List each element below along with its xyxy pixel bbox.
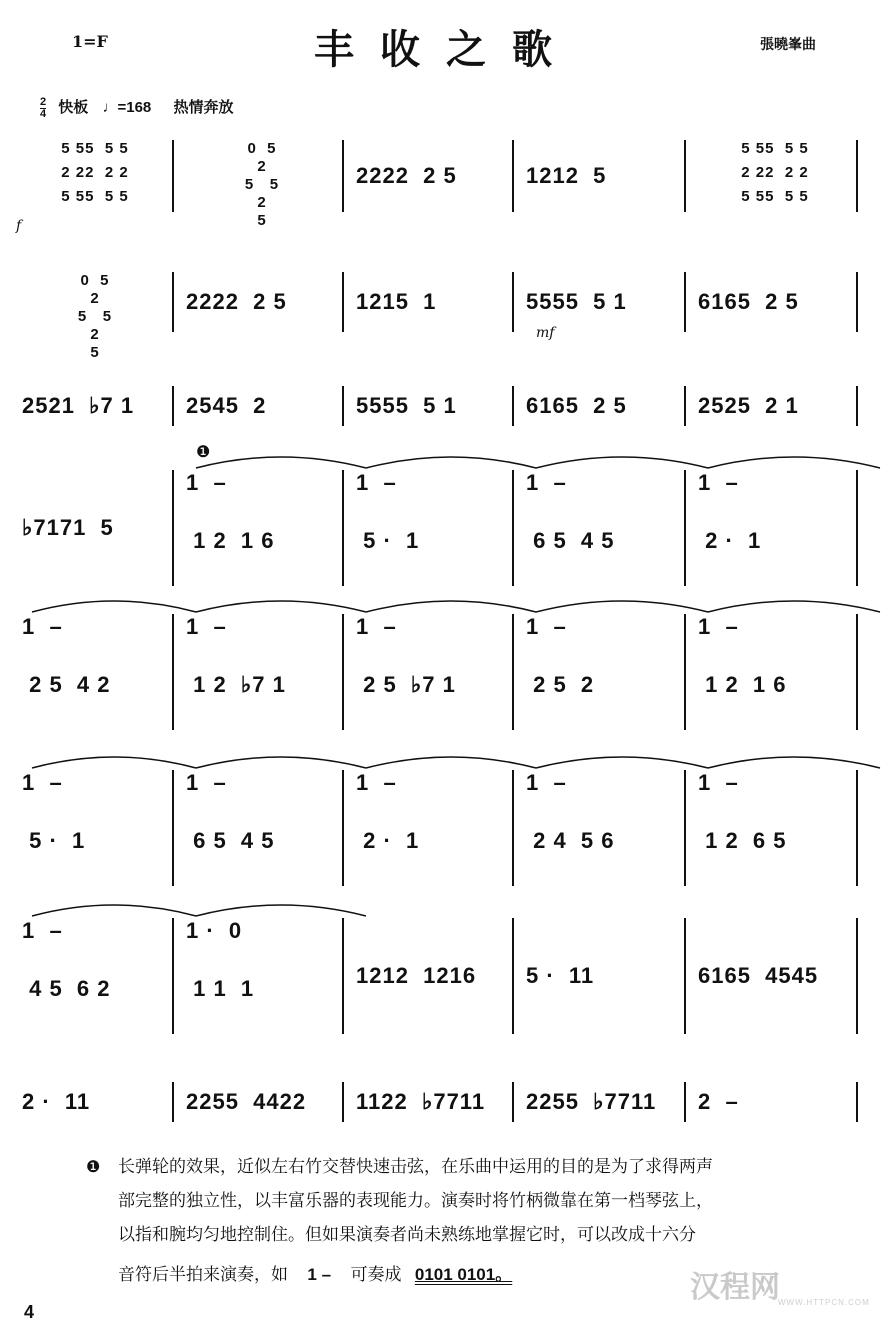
measure-notes: 1 – bbox=[22, 614, 70, 639]
dynamic-forte: f bbox=[16, 218, 22, 234]
barline bbox=[512, 770, 514, 886]
measure bbox=[22, 386, 168, 426]
barline bbox=[512, 386, 514, 426]
barline bbox=[684, 140, 686, 212]
barline bbox=[856, 386, 858, 426]
measure-notes: 5 · 1 bbox=[356, 528, 420, 553]
tie-arc bbox=[32, 601, 196, 612]
measure-notes: 2222 2 5 bbox=[356, 163, 457, 188]
measure-notes: 1215 1 bbox=[356, 289, 437, 314]
measure-notes: 5 5 bbox=[244, 176, 280, 193]
measure bbox=[186, 272, 338, 332]
barline bbox=[172, 770, 174, 886]
footnote-line-1: 长弹轮的效果，近似左右竹交替快速击弦，在乐曲中运用的目的是为了求得两声 bbox=[118, 1157, 713, 1177]
footnote-ref-marker: ❶ bbox=[196, 444, 211, 461]
barline bbox=[172, 918, 174, 1034]
barline bbox=[172, 386, 174, 426]
measure bbox=[698, 1082, 852, 1122]
barline bbox=[172, 1082, 174, 1122]
measure-notes: ♭7171 5 bbox=[22, 515, 114, 540]
measure-notes: 1 – bbox=[186, 470, 234, 495]
measure bbox=[526, 470, 680, 586]
measure bbox=[698, 272, 852, 332]
barline bbox=[856, 470, 858, 586]
measure-notes: 1 1 1 bbox=[186, 976, 255, 1001]
footnote-line-3: 以指和腕均匀地控制住。但如果演奏者尚未熟练地掌握它时，可以改成十六分 bbox=[118, 1225, 696, 1245]
barline bbox=[684, 272, 686, 332]
measure bbox=[526, 770, 680, 886]
measure bbox=[22, 470, 168, 586]
barline bbox=[684, 614, 686, 730]
tie-arc bbox=[366, 457, 536, 468]
measure-notes: 2 · 1 bbox=[356, 828, 420, 853]
barline bbox=[684, 770, 686, 886]
measure bbox=[698, 470, 852, 586]
measure-notes: 5 55 5 5 bbox=[741, 140, 809, 157]
barline bbox=[172, 470, 174, 586]
measure bbox=[186, 386, 338, 426]
measure-notes: 1 – bbox=[22, 770, 70, 795]
measure-notes: 2521 ♭7 1 bbox=[22, 393, 135, 418]
footnote-line-4: 音符后半拍来演奏，如 1 – 可奏成 0101 0101。 bbox=[118, 1265, 513, 1285]
measure-notes: 1122 ♭7711 bbox=[356, 1089, 486, 1114]
barline bbox=[512, 1082, 514, 1122]
measure-notes: 6 5 4 5 bbox=[526, 528, 615, 553]
metronome-mark: ♩=168 bbox=[102, 99, 152, 116]
measure-notes: 2 bbox=[90, 326, 100, 343]
measure-notes: 5 55 5 5 bbox=[741, 188, 809, 205]
measure bbox=[526, 272, 680, 332]
measure-notes: 2222 2 5 bbox=[186, 289, 287, 314]
measure-notes: 5555 5 1 bbox=[356, 393, 457, 418]
measure-notes: 6165 4545 bbox=[698, 963, 819, 988]
tie-arc bbox=[366, 757, 536, 768]
barline bbox=[856, 614, 858, 730]
measure-notes: 2 4 5 6 bbox=[526, 828, 615, 853]
barline bbox=[342, 1082, 344, 1122]
barline bbox=[172, 614, 174, 730]
measure bbox=[22, 770, 168, 886]
watermark-url: WWW.HTTPCN.COM bbox=[778, 1298, 870, 1307]
barline bbox=[342, 918, 344, 1034]
measure-notes: 2 bbox=[257, 194, 267, 211]
barline bbox=[172, 272, 174, 332]
measure-notes: 1 – bbox=[526, 770, 574, 795]
measure-notes: 1 – bbox=[186, 770, 234, 795]
measure-notes: 1 – bbox=[356, 614, 404, 639]
measure bbox=[22, 614, 168, 730]
measure bbox=[526, 140, 680, 212]
footnote-example-rendition: 0101 0101。 bbox=[414, 1265, 513, 1284]
measure-notes: 2 · 1 bbox=[698, 528, 762, 553]
measure-notes: 1 – bbox=[526, 470, 574, 495]
measure-notes: 2 bbox=[257, 158, 267, 175]
measure-notes: 5 bbox=[90, 344, 100, 361]
measure bbox=[356, 614, 508, 730]
measure-notes: 1 – bbox=[526, 614, 574, 639]
measure-notes: 1 · 0 bbox=[186, 918, 250, 943]
barline bbox=[342, 770, 344, 886]
footnote-example-note: 1 – bbox=[307, 1265, 332, 1284]
measure-notes: 2255 ♭7711 bbox=[526, 1089, 657, 1114]
measure-notes: 1 – bbox=[22, 918, 70, 943]
measure-notes: 1 2 1 6 bbox=[186, 528, 275, 553]
composer-credit: 張曉峯曲 bbox=[760, 36, 816, 52]
measure-notes: 2 22 2 2 bbox=[61, 164, 129, 181]
measure bbox=[22, 1082, 168, 1122]
measure bbox=[526, 918, 680, 1034]
measure-notes: 4 5 6 2 bbox=[22, 976, 111, 1001]
tie-arcs bbox=[0, 892, 892, 922]
measure-notes: 1 – bbox=[186, 614, 234, 639]
measure-notes: 5 bbox=[257, 212, 267, 229]
measure bbox=[186, 770, 338, 886]
measure-notes: 5 · 1 bbox=[22, 828, 86, 853]
measure-notes: 2525 2 1 bbox=[698, 393, 799, 418]
measure-notes: 1212 1216 bbox=[356, 963, 477, 988]
measure-notes: 1 2 6 5 bbox=[698, 828, 787, 853]
measure-notes: 1 2 1 6 bbox=[698, 672, 787, 697]
measure-notes: 2 bbox=[90, 290, 100, 307]
tie-arcs bbox=[0, 588, 892, 618]
expression-mark: 热情奔放 bbox=[173, 99, 234, 116]
measure-notes: 1 – bbox=[698, 614, 746, 639]
measure bbox=[186, 918, 338, 1034]
tie-arc bbox=[708, 757, 880, 768]
footnote-line-2: 部完整的独立性，以丰富乐器的表现能力。演奏时将竹柄微靠在第一档琴弦上， bbox=[118, 1191, 713, 1211]
measure-notes: 5 55 5 5 bbox=[61, 140, 129, 157]
measure-notes: 5 55 5 5 bbox=[61, 188, 129, 205]
measure bbox=[356, 470, 508, 586]
measure bbox=[698, 918, 852, 1034]
barline bbox=[856, 1082, 858, 1122]
measure bbox=[186, 1082, 338, 1122]
measure bbox=[186, 140, 338, 229]
barline bbox=[684, 386, 686, 426]
tie-arcs bbox=[0, 444, 892, 474]
measure-notes: 1 – bbox=[356, 770, 404, 795]
barline bbox=[172, 140, 174, 212]
measure-notes: 2 5 2 bbox=[526, 672, 595, 697]
tie-arc bbox=[32, 757, 196, 768]
measure bbox=[526, 614, 680, 730]
barline bbox=[684, 918, 686, 1034]
measure bbox=[356, 918, 508, 1034]
tie-arc bbox=[708, 601, 880, 612]
tie-arc bbox=[196, 757, 366, 768]
tie-arc bbox=[196, 601, 366, 612]
dynamic-mezzoforte: mf bbox=[536, 325, 555, 341]
measure bbox=[356, 1082, 508, 1122]
barline bbox=[512, 272, 514, 332]
measure bbox=[698, 770, 852, 886]
tie-arc bbox=[536, 601, 708, 612]
measure bbox=[186, 470, 338, 586]
tempo-marking: 快板 bbox=[58, 99, 89, 116]
measure bbox=[526, 1082, 680, 1122]
measure bbox=[356, 140, 508, 212]
measure-notes: 6165 2 5 bbox=[526, 393, 627, 418]
measure bbox=[22, 272, 168, 361]
barline bbox=[512, 140, 514, 212]
measure-notes: 2255 4422 bbox=[186, 1089, 307, 1114]
tie-arc bbox=[32, 905, 196, 916]
measure-notes: 2 – bbox=[698, 1089, 739, 1114]
measure-notes: 5 · 11 bbox=[526, 963, 595, 988]
measure-notes: 1212 5 bbox=[526, 163, 607, 188]
measure bbox=[698, 614, 852, 730]
barline bbox=[342, 140, 344, 212]
tie-arcs bbox=[0, 744, 892, 774]
measure bbox=[186, 614, 338, 730]
measure-notes: 6165 2 5 bbox=[698, 289, 799, 314]
song-title: 丰收之歌 bbox=[314, 26, 578, 73]
measure-notes: 1 – bbox=[356, 470, 404, 495]
measure-notes: 2 5 4 2 bbox=[22, 672, 111, 697]
measure-notes: 2 · 11 bbox=[22, 1089, 91, 1114]
measure bbox=[22, 918, 168, 1034]
measure-notes: 1 – bbox=[698, 470, 746, 495]
measure-notes: 0 5 bbox=[247, 140, 277, 157]
tie-arc bbox=[196, 905, 366, 916]
measure bbox=[526, 386, 680, 426]
barline bbox=[342, 386, 344, 426]
barline bbox=[856, 918, 858, 1034]
barline bbox=[512, 470, 514, 586]
measure-notes: 6 5 4 5 bbox=[186, 828, 275, 853]
measure-notes: 5 5 bbox=[77, 308, 113, 325]
time-signature: $\frac{2}{4}$ bbox=[40, 95, 47, 120]
barline bbox=[512, 918, 514, 1034]
measure-notes: 1 2 ♭7 1 bbox=[186, 672, 286, 697]
barline bbox=[342, 470, 344, 586]
tie-arc bbox=[366, 601, 536, 612]
tie-arc bbox=[536, 757, 708, 768]
measure bbox=[356, 386, 508, 426]
barline bbox=[512, 614, 514, 730]
barline bbox=[342, 272, 344, 332]
footnote-marker: ❶ bbox=[86, 1159, 101, 1176]
measure bbox=[698, 386, 852, 426]
barline bbox=[342, 614, 344, 730]
measure bbox=[356, 770, 508, 886]
measure-notes: 2 22 2 2 bbox=[741, 164, 809, 181]
measure bbox=[356, 272, 508, 332]
measure bbox=[698, 140, 852, 212]
tie-arc bbox=[536, 457, 708, 468]
measure-notes: 5555 5 1 bbox=[526, 289, 627, 314]
barline bbox=[684, 470, 686, 586]
barline bbox=[856, 272, 858, 332]
page-number: 4 bbox=[24, 1302, 35, 1322]
measure-notes: 1 – bbox=[698, 770, 746, 795]
barline bbox=[856, 770, 858, 886]
measure-notes: 2 5 ♭7 1 bbox=[356, 672, 456, 697]
watermark-logo: 汉程网 bbox=[690, 1270, 780, 1305]
measure-notes: 0 5 bbox=[80, 272, 110, 289]
tie-arc bbox=[196, 457, 366, 468]
key-signature: 1=F bbox=[72, 32, 108, 51]
measure-notes: 2545 2 bbox=[186, 393, 267, 418]
barline bbox=[684, 1082, 686, 1122]
measure bbox=[22, 140, 168, 212]
barline bbox=[856, 140, 858, 212]
tie-arc bbox=[708, 457, 880, 468]
